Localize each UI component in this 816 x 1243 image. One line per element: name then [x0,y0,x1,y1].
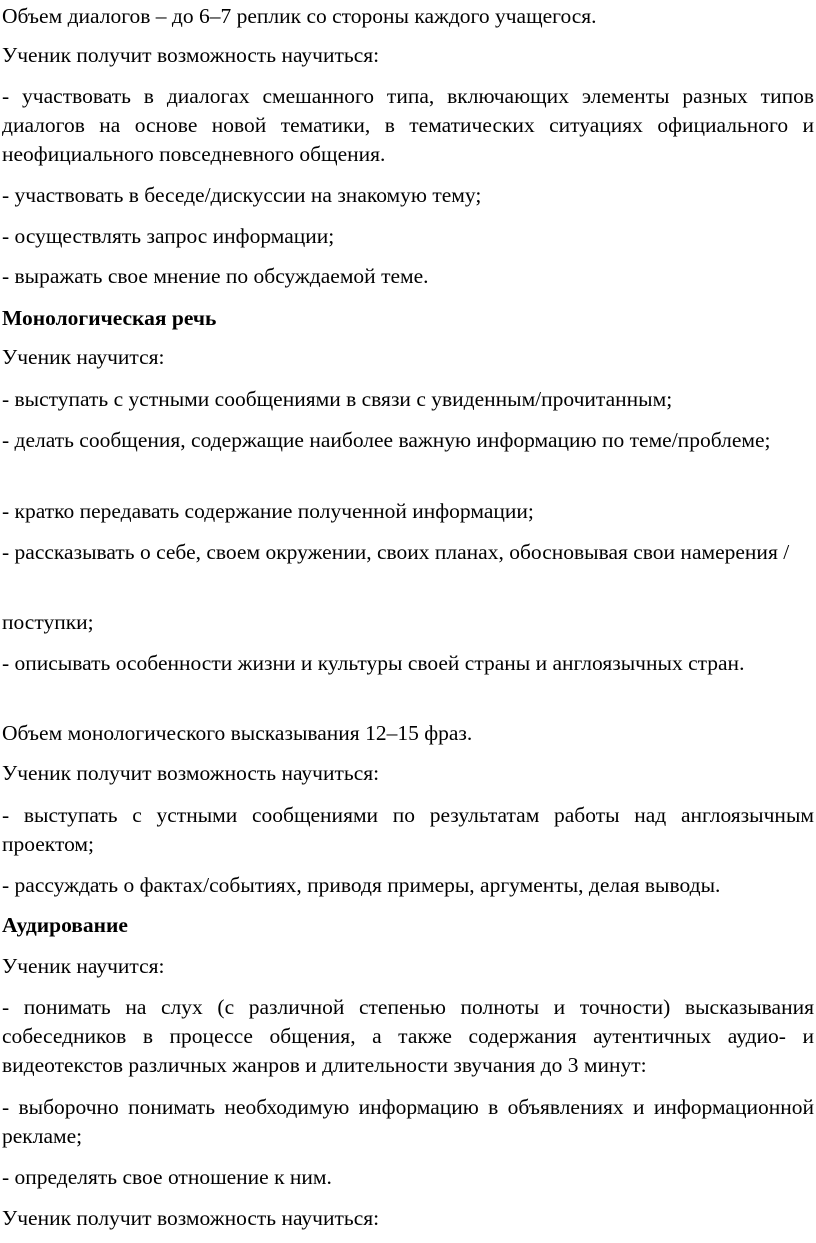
paragraph-actions: поступки; [2,610,94,634]
paragraph-attitude: - определять свое отношение к ним. [2,1165,332,1189]
paragraph-discussion: - участвовать в беседе/дискуссии на знакомую тему; [2,183,482,207]
paragraph-student-learns-2: Ученик научится: [2,954,165,978]
paragraph-express-opinion: - выражать свое мнение по обсуждаемой теме. [2,264,429,288]
paragraph-dialog-volume: Объем диалогов – до 6–7 реплик со стороны каждого учащегося. [2,4,597,28]
paragraph-oral-reports: - выступать с устными сообщениями в связи с увиденным/прочитанным; [2,387,673,411]
paragraph-heading-opportunity-2: Ученик получит возможность научиться: [2,761,380,785]
paragraph-describe-culture: - описывать особенности жизни и культуры своей страны и англоязычных стран. [2,651,745,675]
paragraph-mixed-dialogs: - участвовать в диалогах смешанного типа, включающих элементы разных типов диалогов на основе новой тематики, в тематических ситуациях официального и неофициального повседневного общения. [2,84,814,166]
paragraph-listening-comprehension: - понимать на слух (с различной степенью полноты и точности) высказывания собеседников в процессе общения, а также содержания аутентичных аудио- и видеотекстов различных жанров и длительности звучания до 3 минут: [2,995,814,1077]
paragraph-heading-opportunity: Ученик получит возможность научиться: [2,43,380,67]
paragraph-make-reports: - делать сообщения, содержащие наиболее важную информацию по теме/проблеме; [2,428,771,452]
paragraph-tell-about-self: - рассказывать о себе, своем окружении, своих планах, обосновывая свои намерения / [2,540,790,564]
paragraph-student-learns: Ученик научится: [2,345,165,369]
paragraph-selective-understanding: - выборочно понимать необходимую информацию в объявлениях и информационной рекламе; [2,1095,814,1148]
paragraph-summarize: - кратко передавать содержание полученной информации; [2,499,534,523]
section-heading-monologue: Монологическая речь [2,306,217,330]
paragraph-project-reports: - выступать с устными сообщениями по результатам работы над англоязычным проектом; [2,803,814,856]
paragraph-reasoning: - рассуждать о фактах/событиях, приводя примеры, аргументы, делая выводы. [2,873,721,897]
paragraph-info-request: - осуществлять запрос информации; [2,224,335,248]
paragraph-heading-opportunity-3: Ученик получит возможность научиться: [2,1206,380,1230]
section-heading-listening: Аудирование [2,913,128,937]
paragraph-monologue-volume: Объем монологического высказывания 12–15 фраз. [2,721,473,745]
